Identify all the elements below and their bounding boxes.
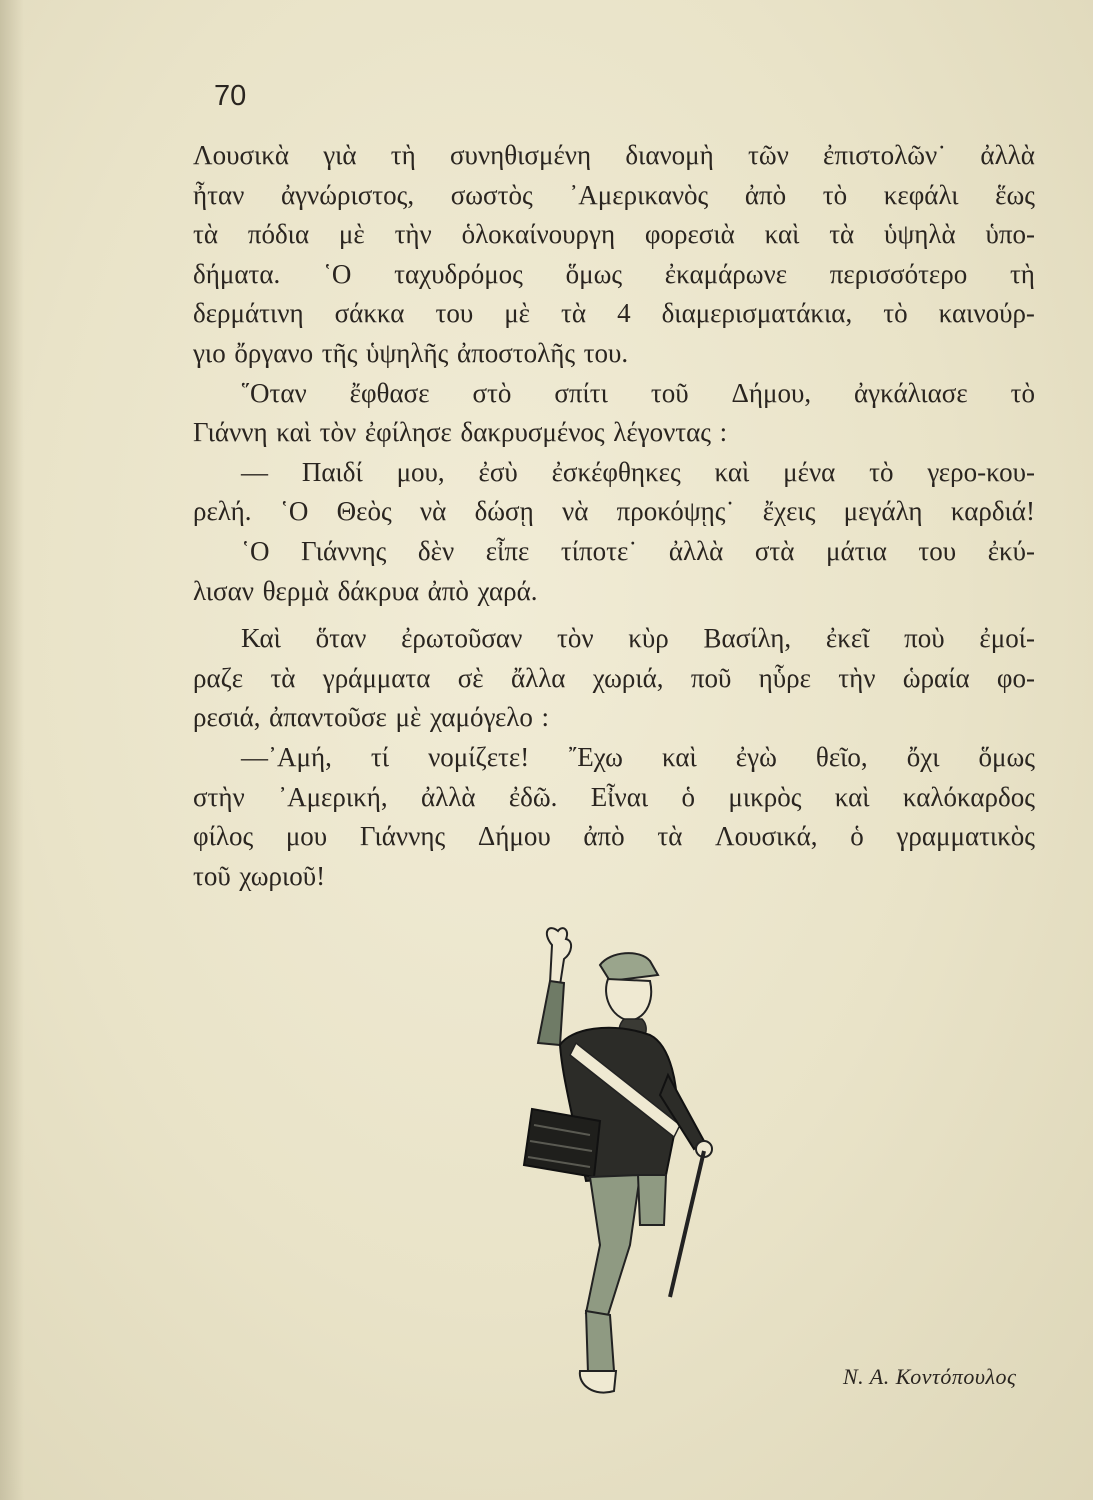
text-line: γιο ὄργανο τῆς ὑψηλῆς ἀποστολῆς του.	[193, 337, 629, 368]
text-line: τοῦ χωριοῦ!	[193, 860, 326, 891]
text-line: ρεσιά, ἀπαντοῦσε μὲ χαμόγελο :	[193, 702, 550, 733]
text-line: δερμάτινη σάκκα του μὲ τὰ 4 διαμερισματάκια, τὸ καινούρ-	[193, 298, 1035, 329]
text-line: φίλος μου Γιάννης Δήμου ἀπὸ τὰ Λουσικά, ὁ γραμματικὸς	[193, 821, 1035, 852]
paragraph-gap	[193, 611, 1035, 619]
text-line: τὰ πόδια μὲ τὴν ὁλοκαίνουργη φορεσιὰ καὶ τὰ ὑψηλὰ ὑπο-	[193, 219, 1035, 250]
text-line: ραζε τὰ γράμματα σὲ ἄλλα χωριά, ποῦ ηὗρε τὴν ὡραία φο-	[193, 662, 1035, 693]
text-line: ἦταν ἀγνώριστος, σωστὸς ᾿Αμερικανὸς ἀπὸ τὸ κεφάλι ἕως	[193, 179, 1035, 210]
text-line: —᾿Αμή, τί νομίζετε! ῎Εχω καὶ ἐγὼ θεῖο, ὄχι ὅμως	[241, 741, 1035, 772]
illustrator-signature: Ν. Α. Κοντόπουλος	[843, 1364, 1017, 1389]
text-line: ρελή. ῾Ο Θεὸς νὰ δώσῃ νὰ προκόψῃς˙ ἔχεις μεγάλη καρδιά!	[193, 496, 1035, 527]
text-line: Καὶ ὅταν ἐρωτοῦσαν τὸν κὺρ Βασίλη, ἐκεῖ ποὺ ἐμοί-	[241, 623, 1035, 654]
text-line: δήματα. ῾Ο ταχυδρόμος ὅμως ἐκαμάρωνε περισσότερο τὴ	[193, 258, 1035, 289]
page-gutter-shadow	[0, 0, 24, 1500]
body-text	[193, 136, 1035, 896]
text-line: Λουσικὰ γιὰ τὴ συνηθισμένη διανομὴ τῶν ἐπιστολῶν˙ ἀλλὰ	[193, 140, 1035, 170]
text-line: λισαν θερμὰ δάκρυα ἀπὸ χαρά.	[193, 575, 538, 606]
text-line: Γιάννη καὶ τὸν ἐφίλησε δακρυσμένος λέγοντας :	[193, 417, 728, 448]
text-line: — Παιδί μου, ἐσὺ ἐσκέφθηκες καὶ μένα τὸ γερο-κου-	[241, 456, 1035, 487]
page-number: 70	[214, 80, 247, 112]
text-line: στὴν ᾿Αμερική, ἀλλὰ ἐδῶ. Εἶναι ὁ μικρὸς καὶ καλόκαρδος	[193, 781, 1035, 812]
postman-illustration	[490, 925, 750, 1395]
text-line: ῞Οταν ἔφθασε στὸ σπίτι τοῦ Δήμου, ἀγκάλιασε τὸ	[241, 377, 1035, 408]
text-line: ῾Ο Γιάννης δὲν εἶπε τίποτε˙ ἀλλὰ στὰ μάτια του ἐκύ-	[241, 535, 1035, 566]
